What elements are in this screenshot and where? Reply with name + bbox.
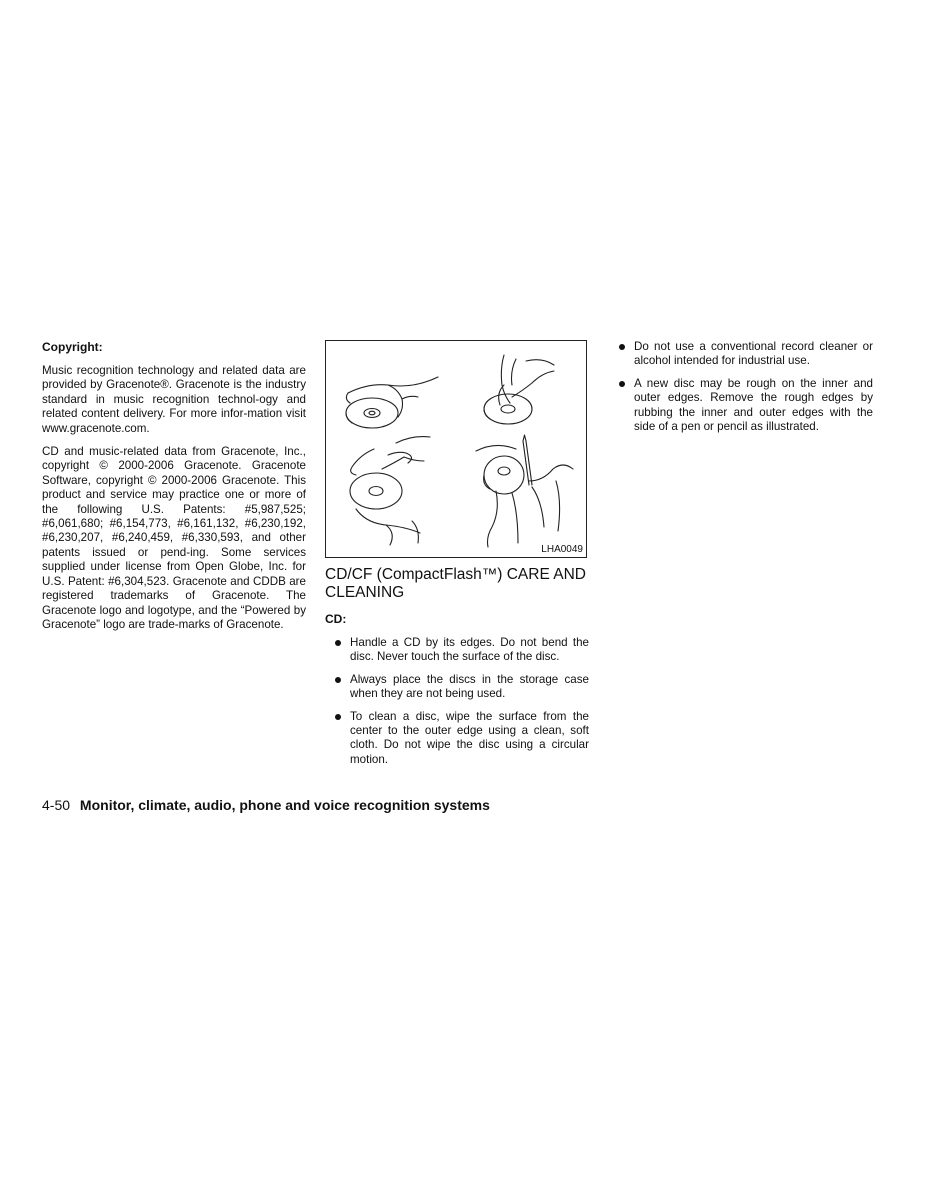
- list-item-text: Handle a CD by its edges. Do not bend the disc. Never touch the surface of the disc.: [350, 636, 589, 664]
- copyright-paragraph-1: Music recognition technology and related data are provided by Gracenote®. Gracenote is the industry standard in music recognition technol-ogy and related content delivery. For more infor-mation visit www.gracenote.com.: [42, 364, 306, 435]
- copyright-paragraph-2: CD and music-related data from Gracenote, Inc., copyright © 2000-2006 Gracenote. Gracenote Software, copyright © 2000-2006 Gracenote. This product and service may practice one or more of the following U.S. Patents: #5,987,525; #6,061,680; #6,154,773, #6,161,132, #6,230,192, #6,230,207, #6,240,459, #6,330,593, and other patents issued or pend-ing. Some services supplied under license from Open Globe, Inc. for U.S. Patent: #6,304,523. Gracenote and CDDB are registered trademarks of Gracenote. The Gracenote logo and logotype, and the “Powered by Gracenote” logo are trade-marks of Gracenote.: [42, 445, 306, 631]
- copyright-column: [42, 340, 306, 641]
- list-item-text: A new disc may be rough on the inner and outer edges. Remove the rough edges by rubbing the inner and outer edges with the side of a pen or pencil as illustrated.: [634, 376, 873, 434]
- bullet-icon: [619, 344, 625, 350]
- copyright-heading: Copyright:: [42, 340, 103, 354]
- bullet-icon: [335, 640, 341, 646]
- list-item: [615, 340, 873, 369]
- cd-illustration-drawing: [326, 341, 588, 559]
- bullet-icon: [335, 714, 341, 720]
- disc-held-by-edge-icon: [346, 377, 438, 428]
- disc-finger-center-icon: [484, 355, 554, 424]
- disc-two-hands-icon: [350, 437, 430, 545]
- section-title: CD/CF (CompactFlash™) CARE AND CLEANING: [325, 566, 586, 601]
- care-column: [325, 340, 589, 775]
- disc-pencil-rubbing-icon: [476, 435, 573, 547]
- cd-handling-illustration: [325, 340, 587, 558]
- chapter-title: Monitor, climate, audio, phone and voice recognition systems: [79, 797, 490, 813]
- figure-code: LHA0049: [541, 544, 583, 555]
- list-item: [325, 636, 589, 665]
- list-item-text: Do not use a conventional record cleaner or alcohol intended for industrial use.: [634, 340, 873, 368]
- care-continued-column: [615, 340, 873, 442]
- bullet-icon: [335, 677, 341, 683]
- cd-care-list: [325, 636, 589, 767]
- list-item: [615, 377, 873, 435]
- cd-subheading: CD:: [325, 612, 347, 626]
- list-item: [325, 673, 589, 702]
- list-item-text: To clean a disc, wipe the surface from the center to the outer edge using a clean, soft cloth. Do not wipe the disc using a circular motion.: [350, 709, 589, 766]
- cd-care-list-continued: [615, 340, 873, 434]
- list-item-text: Always place the discs in the storage case when they are not being used.: [350, 672, 589, 701]
- bullet-icon: [619, 381, 625, 387]
- list-item: [325, 710, 589, 768]
- page-footer: [42, 797, 490, 813]
- page-number: 4-50: [42, 797, 71, 813]
